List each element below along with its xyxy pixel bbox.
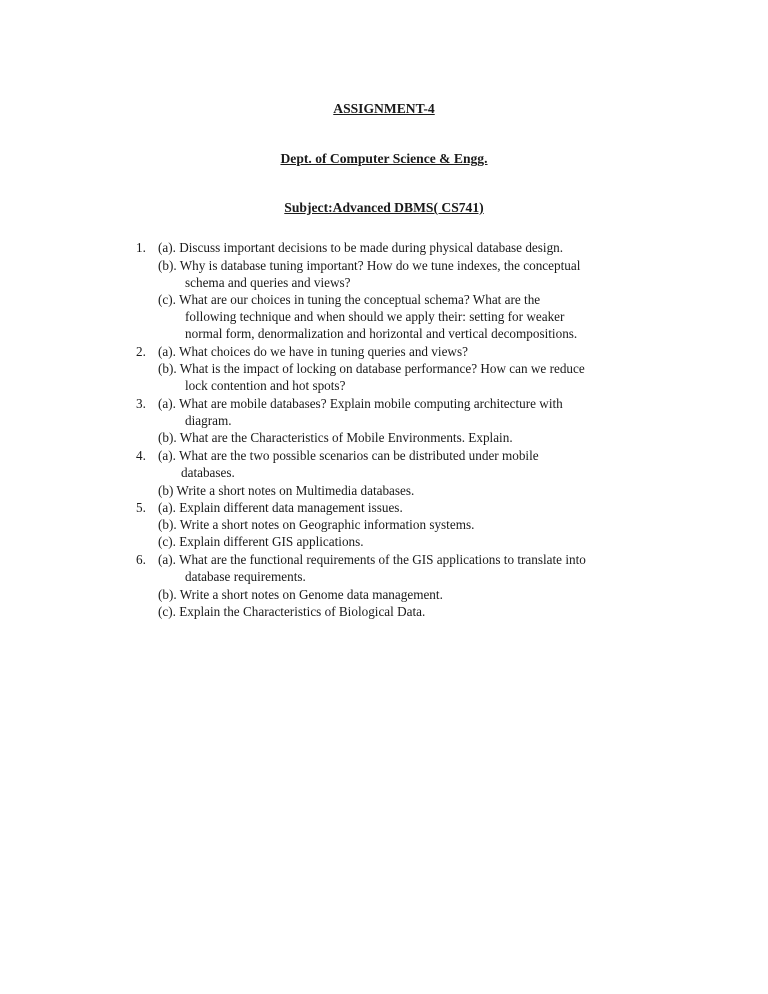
question-number: 5.	[136, 500, 146, 515]
question-4a-continued: databases.	[181, 465, 235, 480]
question-1c-continued: following technique and when should we apply their: setting for weaker	[185, 309, 565, 324]
question-2b: (b). What is the impact of locking on database performance? How can we reduce	[158, 361, 585, 376]
question-2b-continued: lock contention and hot spots?	[185, 378, 346, 393]
question-5c: (c). Explain different GIS applications.	[158, 534, 364, 549]
question-6b: (b). Write a short notes on Genome data management.	[158, 587, 443, 602]
question-5a: (a). Explain different data management issues.	[158, 500, 403, 515]
question-number: 4.	[136, 448, 146, 463]
question-5b: (b). Write a short notes on Geographic information systems.	[158, 517, 475, 532]
question-3a: (a). What are mobile databases? Explain mobile computing architecture with	[158, 396, 563, 411]
question-6a: (a). What are the functional requirements of the GIS applications to translate into	[158, 552, 586, 567]
question-3a-continued: diagram.	[185, 413, 232, 428]
question-1c: (c). What are our choices in tuning the conceptual schema? What are the	[158, 292, 541, 307]
question-6a-continued: database requirements.	[185, 569, 306, 584]
question-3b: (b). What are the Characteristics of Mobile Environments. Explain.	[158, 430, 513, 445]
question-6c: (c). Explain the Characteristics of Biological Data.	[158, 604, 426, 619]
question-4a: (a). What are the two possible scenarios can be distributed under mobile	[158, 448, 539, 463]
question-1b: (b). Why is database tuning important? How do we tune indexes, the conceptual	[158, 258, 581, 273]
assignment-title: ASSIGNMENT-4	[333, 101, 435, 116]
question-1b-continued: schema and queries and views?	[185, 275, 351, 290]
question-number: 1.	[136, 240, 146, 255]
question-1a: (a). Discuss important decisions to be made during physical database design.	[158, 240, 564, 255]
question-number: 2.	[136, 344, 146, 359]
question-1c-continued: normal form, denormalization and horizontal and vertical decompositions.	[185, 326, 578, 341]
question-number: 3.	[136, 396, 146, 411]
question-4b: (b) Write a short notes on Multimedia databases.	[158, 483, 415, 498]
subject-heading: Subject:Advanced DBMS( CS741)	[284, 200, 484, 215]
question-number: 6.	[136, 552, 146, 567]
question-2a: (a). What choices do we have in tuning queries and views?	[158, 344, 468, 359]
department-heading: Dept. of Computer Science & Engg.	[280, 151, 488, 166]
